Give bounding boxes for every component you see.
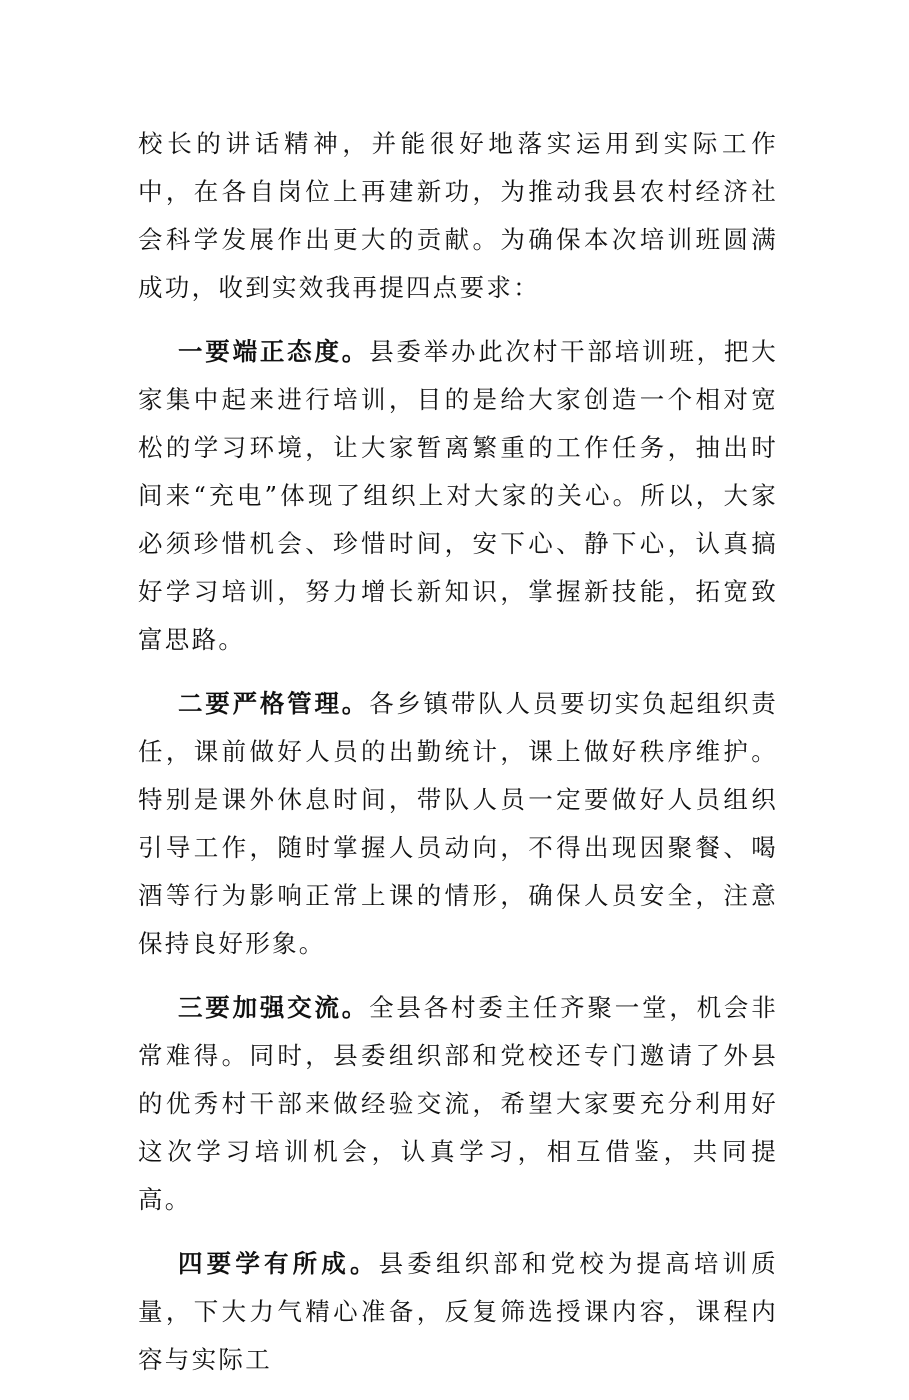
paragraph-requirement-4 — [138, 1240, 778, 1384]
paragraph-text: 校长的讲话精神，并能很好地落实运用到实际工作中，在各自岗位上再建新功，为推动我县农村经济社会科学发展作出更大的贡献。为确保本次培训班圆满成功，收到实效我再提四点要求： — [138, 129, 778, 302]
paragraph-text: 县委组织部和党校为提高培训质量，下大力气精心准备，反复筛选授课内容，课程内容与实际工 — [138, 1249, 778, 1374]
paragraph-heading: 四要学有所成。 — [178, 1249, 379, 1278]
paragraph-heading: 二要严格管理。 — [178, 689, 370, 718]
document-body — [138, 120, 778, 1400]
paragraph-requirement-2 — [138, 680, 778, 968]
paragraph-text: 全县各村委主任齐聚一堂，机会非常难得。同时，县委组织部和党校还专门邀请了外县的优秀村干部来做经验交流，希望大家要充分利用好这次学习培训机会，认真学习，相互借鉴，共同提高。 — [138, 993, 779, 1214]
paragraph-heading: 三要加强交流。 — [178, 993, 370, 1022]
paragraph-intro — [138, 120, 778, 312]
paragraph-requirement-3 — [138, 984, 778, 1224]
paragraph-requirement-1 — [138, 328, 778, 664]
paragraph-text: 县委举办此次村干部培训班，把大家集中起来进行培训，目的是给大家创造一个相对宽松的学习环境，让大家暂离繁重的工作任务，抽出时间来“充电”体现了组织上对大家的关心。所以，大家必须珍惜机会、珍惜时间，安下心、静下心，认真搞好学习培训，努力增长新知识，掌握新技能，拓宽致富思路。 — [138, 337, 779, 654]
paragraph-text: 各乡镇带队人员要切实负起组织责任，课前做好人员的出勤统计，课上做好秩序维护。特别是课外休息时间，带队人员一定要做好人员组织引导工作，随时掌握人员动向，不得出现因聚餐、喝酒等行为影响正常上课的情形，确保人员安全，注意保持良好形象。 — [138, 689, 779, 958]
paragraph-heading: 一要端正态度。 — [178, 337, 370, 366]
